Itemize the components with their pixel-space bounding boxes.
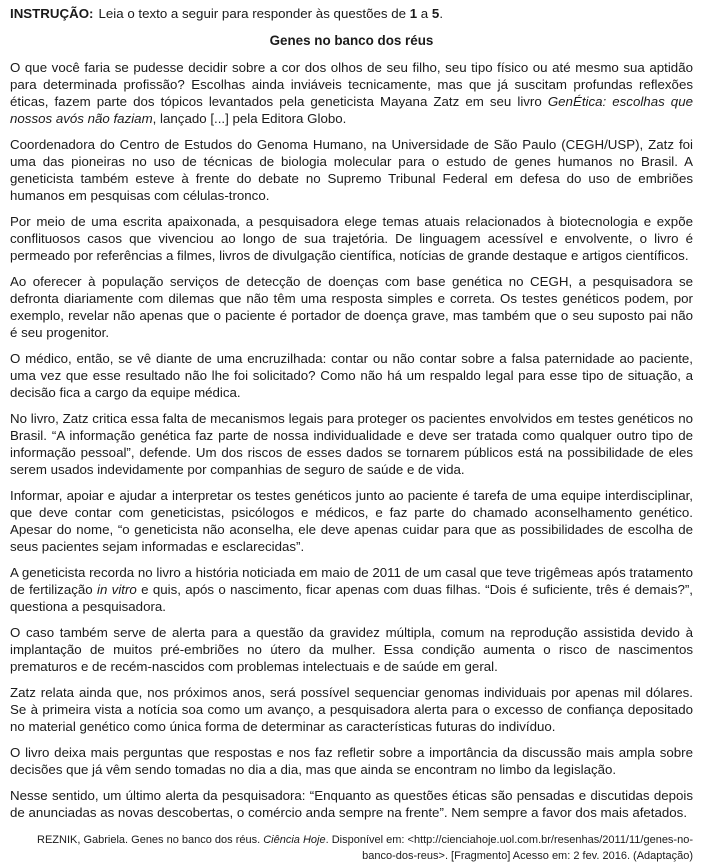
- text-run: O médico, então, se vê diante de uma encruzilhada: contar ou não contar sobre a falsa paternidade ao paciente, uma vez que esse resultado não lhe foi solicitado? Como não há um respaldo legal para esse tipo de situação, a decisão fica a cargo da equipe médica.: [10, 351, 693, 400]
- text-run: O livro deixa mais perguntas que respostas e nos faz refletir sobre a importância da discussão mais ampla sobre decisões que já vêm sendo tomadas no dia a dia, mas que ainda se encontram no limbo da legislação.: [10, 745, 693, 777]
- text-run: Zatz relata ainda que, nos próximos anos, será possível sequenciar genomas individuais por apenas mil dólares. Se à primeira vista a notícia soa como um avanço, a pesquisadora alerta para o excesso de confiança depositado no material genético como única forma de determinar as características futuras do indivíduo.: [10, 685, 693, 734]
- text-run: Nesse sentido, um último alerta da pesquisadora: “Enquanto as questões éticas são pensadas e discutidas depois de anunciadas as novas descobertas, o comércio anda sempre na frente”. Nem sempre a favor dos mais afetados.: [10, 788, 693, 820]
- article-title: Genes no banco dos réus: [269, 33, 434, 48]
- question-range-end: 5: [431, 6, 440, 21]
- citation-url-access: . Disponível em: <http://cienciahoje.uol.com.br/resenhas/2011/11/genes-no-banco-dos-reus>. [Fragmento] Acesso em: 2 fev. 2016. (Adaptação): [325, 834, 693, 862]
- paragraph-6: [10, 410, 693, 478]
- source-citation: [10, 833, 693, 864]
- journal-name-italic: Ciência Hoje: [263, 834, 326, 846]
- instruction-text: Leia o texto a seguir para responder às questões de: [98, 6, 410, 21]
- citation-author-title: REZNIK, Gabriela. Genes no banco dos réus.: [37, 834, 264, 846]
- question-range-connector: a: [417, 6, 432, 21]
- text-run: , lançado [...] pela Editora Globo.: [152, 111, 347, 126]
- text-run: O caso também serve de alerta para a questão da gravidez múltipla, comum na reprodução assistida devido à implantação de muitos pré-embriões no útero da mulher. Essa condição aumenta o risco de nascimentos prematuros e de recém-nascidos com problemas intelectuais e de saúde em geral.: [10, 625, 693, 674]
- question-range-start: 1: [409, 6, 418, 21]
- text-run: O que você faria se pudesse decidir sobre a cor dos olhos de seu filho, seu tipo físico ou até mesmo sua aptidão para determinada profissão? Escolhas ainda inviáveis tecnicamente, mas que já suscitam profundas reflexões éticas, fazem parte dos tópicos levantados pela geneticista Mayana Zatz em seu livro: [10, 60, 693, 109]
- instruction-period: .: [439, 6, 444, 21]
- text-run: Por meio de uma escrita apaixonada, a pesquisadora elege temas atuais relacionados à biotecnologia e expõe conflituosos casos que vivenciou ao longo de sua trajetória. De linguagem acessível e envolvente, o livro é permeado por referências a filmes, livros de divulgação científica, notícias de grande destaque e artigos científicos.: [10, 214, 693, 263]
- text-run: No livro, Zatz critica essa falta de mecanismos legais para proteger os pacientes envolvidos em testes genéticos no Brasil. “A informação genética faz parte de nossa individualidade e deve ser tratada como qualquer outro tipo de informação pessoal”, defende. Um dos riscos de esses dados se tornarem públicos está na possibilidade de eles serem usados indevidamente por companhias de seguro de saúde e de vida.: [10, 411, 693, 477]
- paragraph-7: [10, 487, 693, 555]
- paragraph-3: [10, 213, 693, 264]
- paragraph-11: [10, 744, 693, 778]
- paragraph-5: [10, 350, 693, 401]
- latin-term-italic: in vitro: [97, 582, 137, 597]
- paragraph-1: [10, 59, 693, 127]
- book-title-italic: GenÉtica: escolhas que nossos avós não faziam: [10, 94, 693, 126]
- instruction-label: INSTRUÇÃO:: [10, 6, 94, 21]
- text-run: Informar, apoiar e ajudar a interpretar os testes genéticos junto ao paciente é tarefa de uma equipe interdisciplinar, que deve contar com geneticistas, psicólogos e médicos, e faz parte do chamado aconselhamento genético. Apesar do nome, “o geneticista não aconselha, ele deve apenas cuidar para que as possibilidades de escolha de seus pacientes sejam informadas e esclarecidas”.: [10, 488, 693, 554]
- paragraph-10: [10, 684, 693, 735]
- text-run: Coordenadora do Centro de Estudos do Genoma Humano, na Universidade de São Paulo (CEGH/USP), Zatz foi uma das pioneiras no uso de técnicas de biologia molecular para o estudo de genes humanos no Brasil. A geneticista também esteve à frente do debate no Supremo Tribunal Federal em defesa do uso de embriões humanos em pesquisas com células-tronco.: [10, 137, 693, 203]
- text-run: e quis, após o nascimento, ficar apenas com duas filhas. “Dois é suficiente, três é demais?”, questiona a pesquisadora.: [10, 582, 693, 614]
- text-run: Ao oferecer à população serviços de detecção de doenças com base genética no CEGH, a pesquisadora se defronta diariamente com dilemas que não têm uma resposta simples e correta. Os testes genéticos podem, por exemplo, revelar não apenas que o paciente é portador de doença grave, mas também que o seu suposto pai não é seu progenitor.: [10, 274, 693, 340]
- paragraph-8: [10, 564, 693, 615]
- paragraph-12: [10, 787, 693, 821]
- paragraph-2: [10, 136, 693, 204]
- instruction-line: [10, 5, 693, 22]
- text-run: A geneticista recorda no livro a história noticiada em maio de 2011 de um casal que teve trigêmeas após tratamento de fertilização: [10, 565, 693, 597]
- paragraph-9: [10, 624, 693, 675]
- paragraph-4: [10, 273, 693, 341]
